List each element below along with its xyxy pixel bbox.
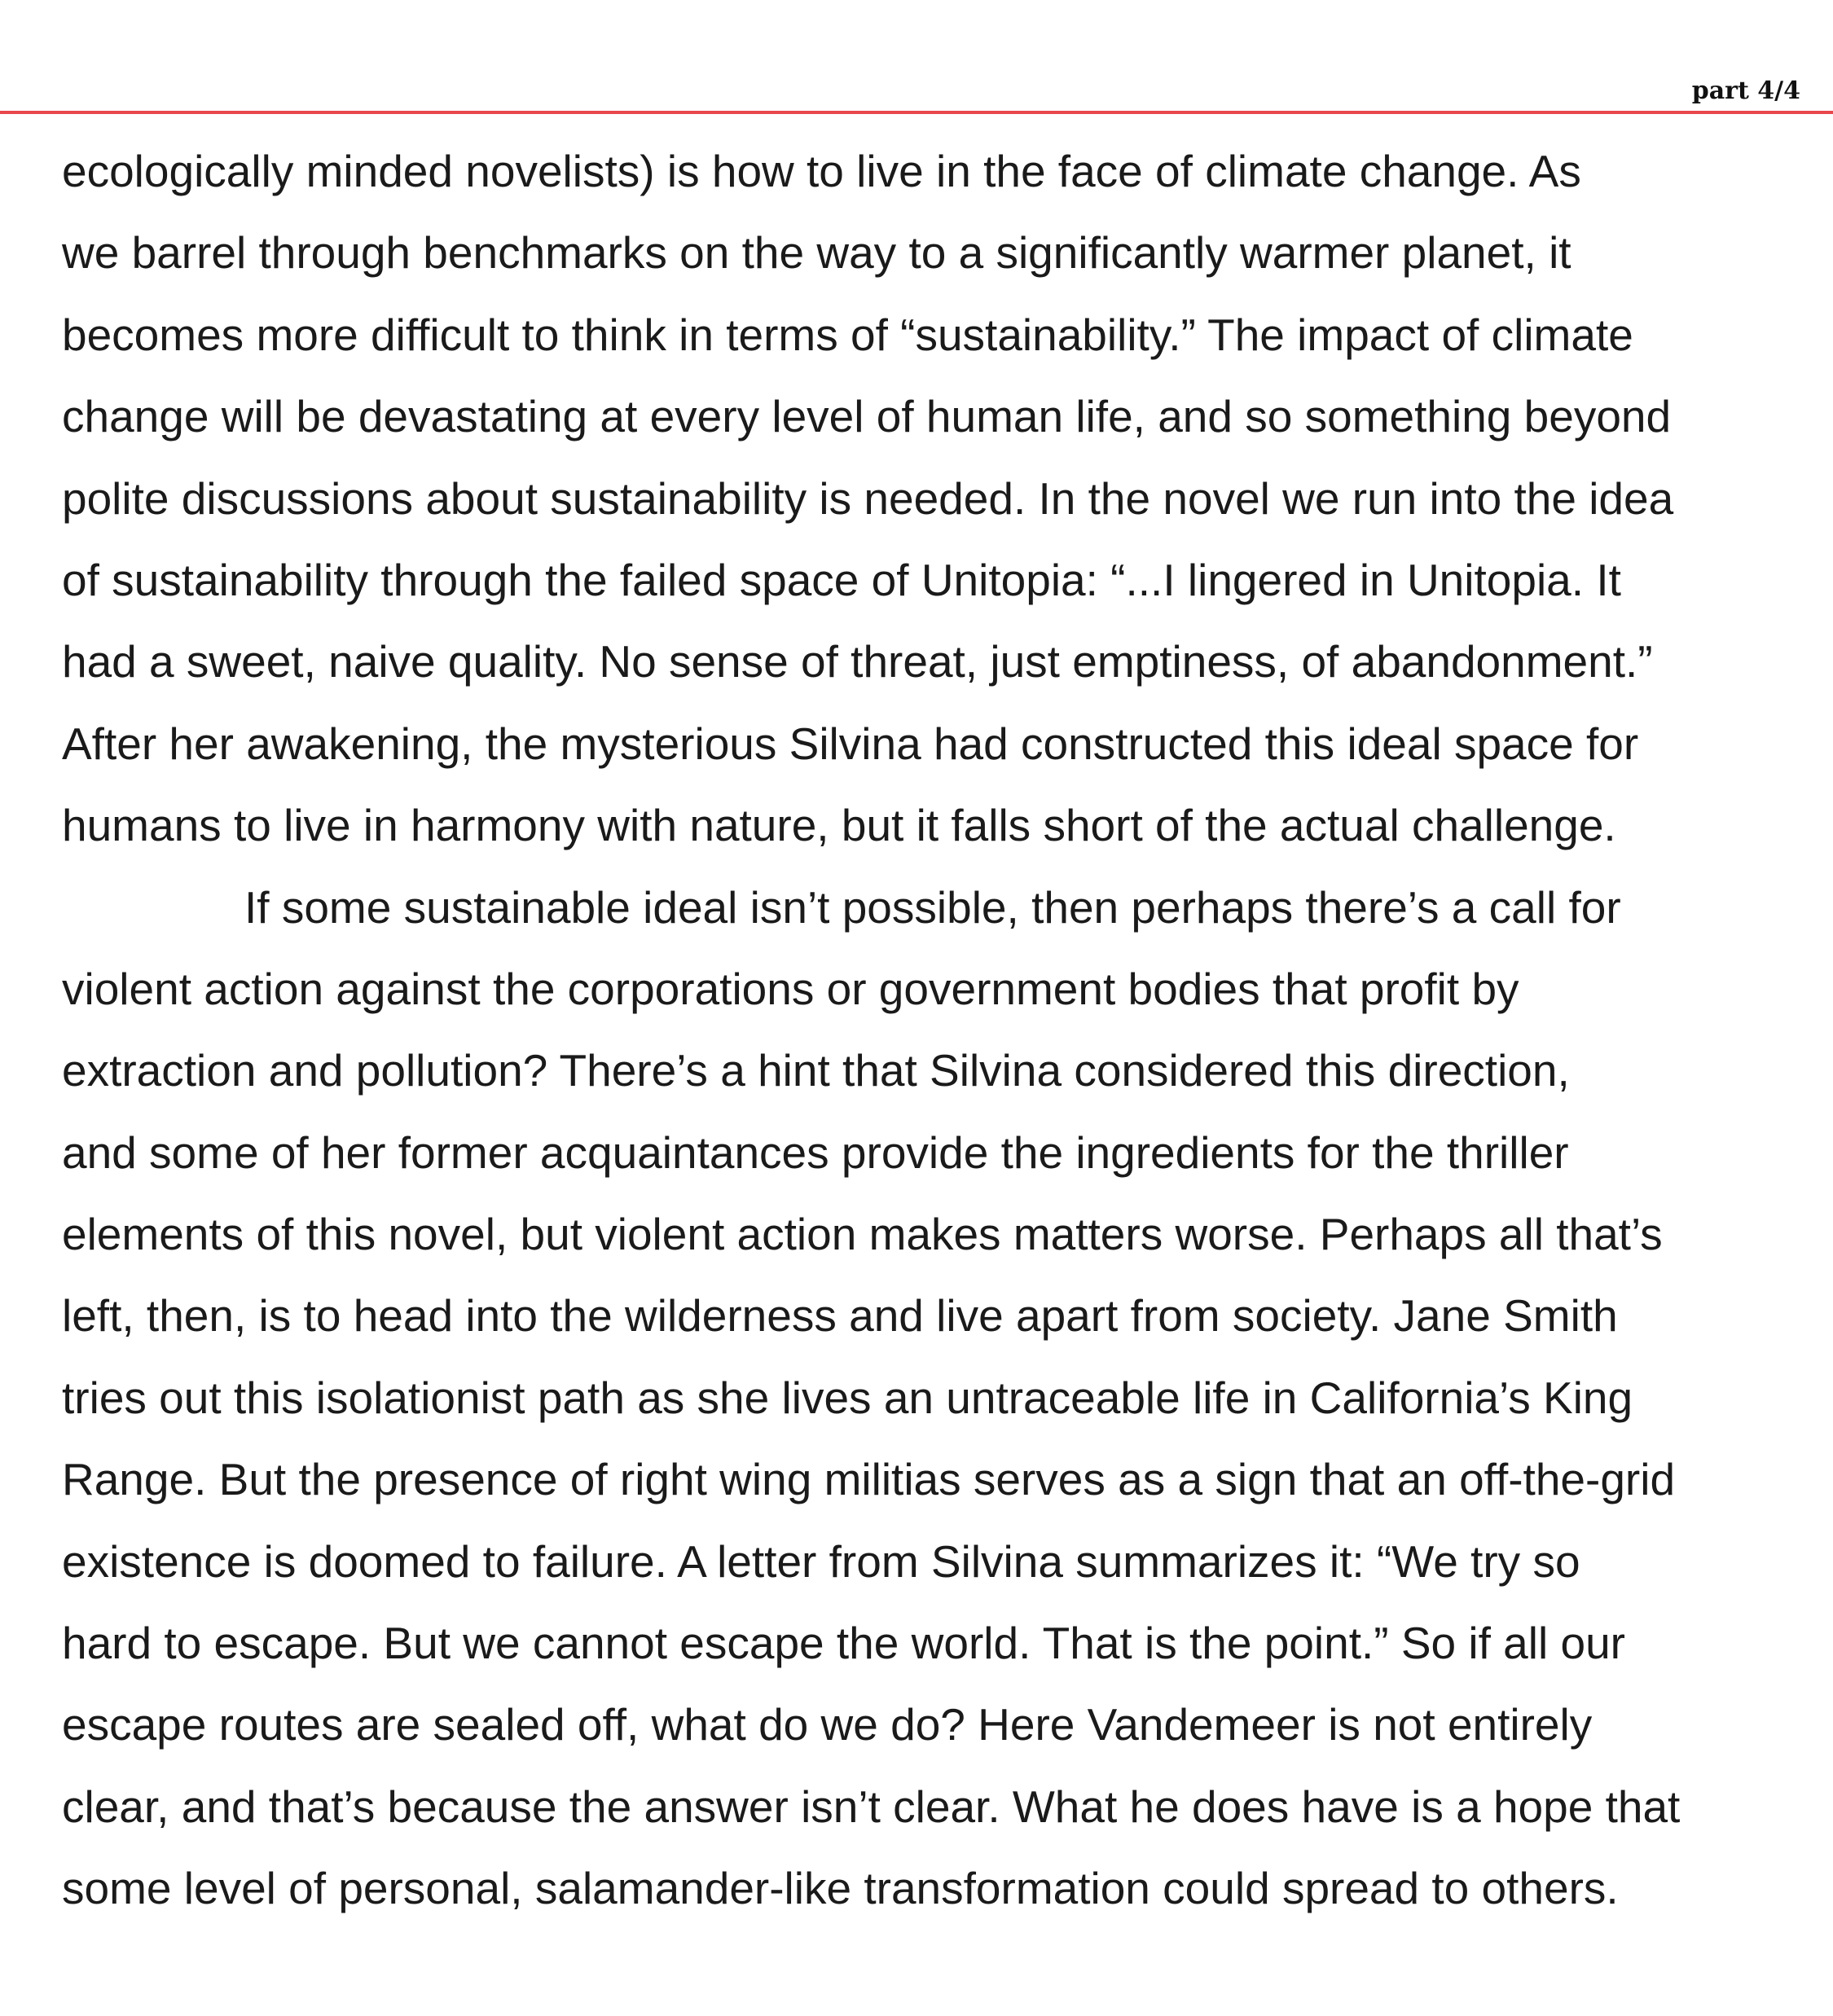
text-line: escape routes are sealed off, what do we do? Here Vandemeer is not entirely — [62, 1699, 1593, 1750]
text-line: left, then, is to head into the wilderness and live apart from society. Jane Smith — [62, 1290, 1618, 1342]
text-line: becomes more difficult to think in terms of “sustainability.” The impact of climate — [62, 309, 1633, 360]
text-line: we barrel through benchmarks on the way to a significantly warmer planet, it — [62, 227, 1571, 279]
page-part-label: part 4/4 — [1691, 77, 1800, 105]
text-line: After her awakening, the mysterious Silvina had constructed this ideal space for — [62, 718, 1639, 769]
text-line: humans to live in harmony with nature, but it falls short of the actual challenge. — [62, 800, 1616, 851]
header-rule — [0, 111, 1833, 114]
text-line: ecologically minded novelists) is how to live in the face of climate change. As — [62, 146, 1581, 196]
text-line: extraction and pollution? There’s a hint that Silvina considered this direction, — [62, 1045, 1570, 1096]
text-line: tries out this isolationist path as she lives an untraceable life in California’s King — [62, 1372, 1633, 1423]
text-line: of sustainability through the failed space of Unitopia: “...I lingered in Unitopia. It — [62, 554, 1621, 605]
text-line: some level of personal, salamander-like transformation could spread to others. — [62, 1863, 1619, 1914]
text-line: change will be devastating at every level of human life, and so something beyond — [62, 391, 1672, 442]
text-line: clear, and that’s because the answer isn’t clear. What he does have is a hope that — [62, 1781, 1681, 1832]
text-line: existence is doomed to failure. A letter from Silvina summarizes it: “We try so — [62, 1535, 1580, 1587]
text-line: hard to escape. But we cannot escape the world. That is the point.” So if all our — [62, 1618, 1625, 1669]
text-line: Range. But the presence of right wing militias serves as a sign that an off-the-grid — [62, 1454, 1676, 1505]
text-line: and some of her former acquaintances provide the ingredients for the thriller — [62, 1127, 1569, 1178]
paragraph-start-line: If some sustainable ideal isn’t possible, then perhaps there’s a call for — [244, 881, 1621, 933]
text-line: had a sweet, naive quality. No sense of threat, just emptiness, of abandonment.” — [62, 636, 1653, 687]
text-line: elements of this novel, but violent action makes matters worse. Perhaps all that’s — [62, 1209, 1663, 1260]
text-line: violent action against the corporations or government bodies that profit by — [62, 963, 1519, 1014]
text-line: polite discussions about sustainability is needed. In the novel we run into the idea — [62, 472, 1674, 524]
body-text — [62, 130, 1833, 1930]
